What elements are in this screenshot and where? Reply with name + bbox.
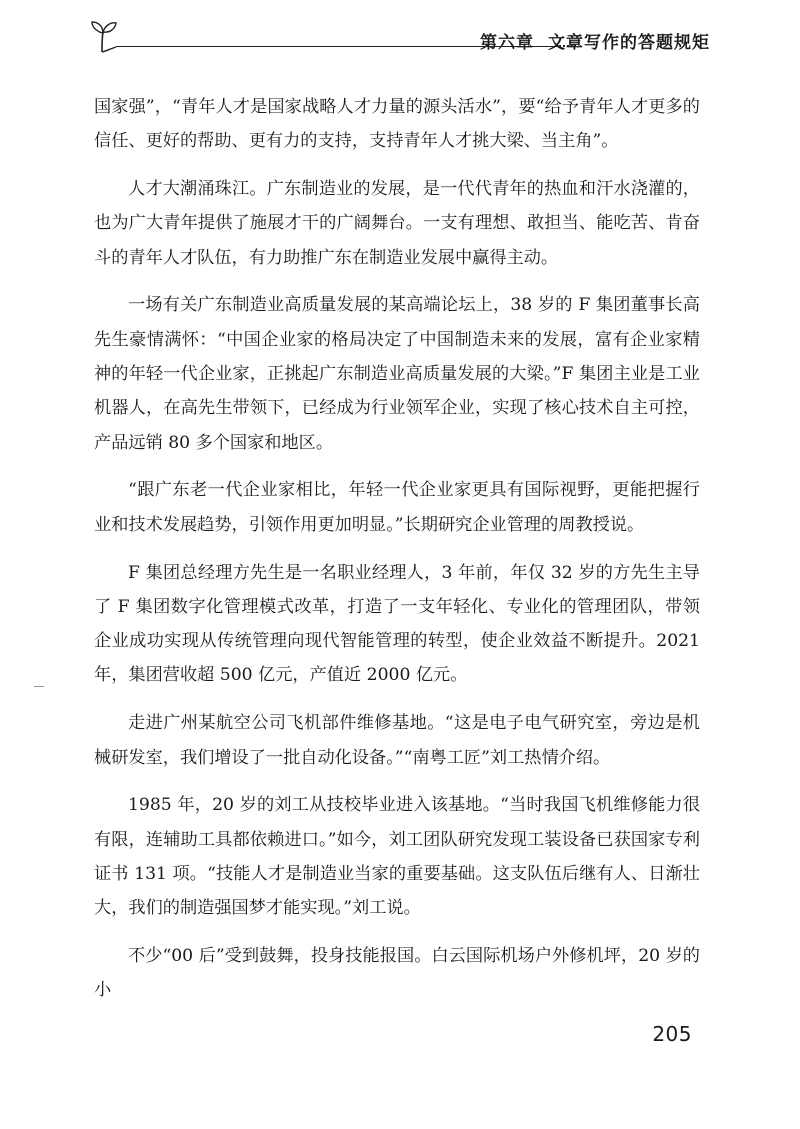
paragraph: 一场有关广东制造业高质量发展的某高端论坛上，38 岁的 F 集团董事长高先生豪情满怀：“中国企业家的格局决定了中国制造未来的发展，富有企业家精神的年轻一代企业家，正挑起广东制造业高质量发展的大梁。”F 集团主业是工业机器人，在高先生带领下，已经成为行业领军企业，实现了核心技术自主可控，产品远销 80 多个国家和地区。 bbox=[94, 295, 700, 453]
chapter-number: 第六章 bbox=[480, 33, 534, 53]
paragraph: 人才大潮涌珠江。广东制造业的发展，是一代代青年的热血和汗水浇灌的，也为广大青年提供了施展才干的广阔舞台。一支有理想、敢担当、能吃苦、肯奋斗的青年人才队伍，有力助推广东在制造业发展中赢得主动。 bbox=[94, 179, 700, 268]
paragraph: 不少“00 后”受到鼓舞，投身技能报国。白云国际机场户外修机坪，20 岁的小 bbox=[94, 946, 700, 1001]
chapter-title: 文章写作的答题规矩 bbox=[548, 33, 710, 53]
running-header bbox=[88, 18, 710, 54]
margin-mark bbox=[34, 686, 44, 687]
paragraph: 国家强”，“青年人才是国家战略人才力量的源头活水”，要“给予青年人才更多的信任、更好的帮助、更有力的支持，支持青年人才挑大梁、当主角”。 bbox=[94, 97, 700, 152]
paragraph: F 集团总经理方先生是一名职业经理人，3 年前，年仅 32 岁的方先生主导了 F 集团数字化管理模式改革，打造了一支年轻化、专业化的管理团队，带领企业成功实现从传统管理向现代智能管理的转型，使企业效益不断提升。2021 年，集团营收超 500 亿元，产值近 2000 亿元。 bbox=[94, 562, 700, 686]
body-text bbox=[94, 90, 700, 1021]
paragraph: 1985 年，20 岁的刘工从技校毕业进入该基地。“当时我国飞机维修能力很有限，连辅助工具都依赖进口。”如今，刘工团队研究发现工装设备已获国家专利证书 131 项。“技能人才是制造业当家的重要基础。这支队伍后继有人、日渐壮大，我们的制造强国梦才能实现。”刘工说。 bbox=[94, 795, 700, 919]
page-number: 205 bbox=[652, 1022, 692, 1046]
chapter-heading bbox=[480, 28, 710, 53]
paragraph: “跟广东老一代企业家相比，年轻一代企业家更具有国际视野，更能把握行业和技术发展趋势，引领作用更加明显。”长期研究企业管理的周教授说。 bbox=[94, 480, 700, 535]
sprout-icon bbox=[88, 18, 128, 54]
paragraph: 走进广州某航空公司飞机部件维修基地。“这是电子电气研究室，旁边是机械研发室，我们增设了一批自动化设备。”“南粤工匠”刘工热情介绍。 bbox=[94, 713, 700, 768]
